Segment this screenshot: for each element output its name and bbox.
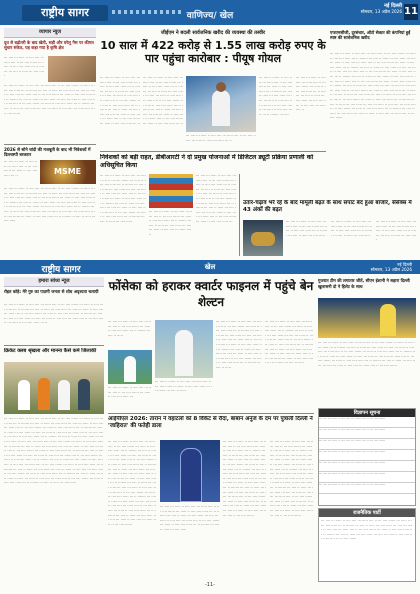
sports-story-col4: ··· ···· ··· ····· ·· ···· ···· ··· ····· ···· ·· ··· ···· ······ ··· ····· ·· ···· ···· ····· ··· ·· ······· ··· ···· ·· ····· ··· ···· ····· ··· ···· ··· ····· ·· ···· ···· ··· ····· ···· ·· ··· ···· ······ ··· ····· ·· ···· ···· ····· ··· ·· ······· ··· ···· ·· ····· ··· ···· ····· ··· ···· ··· ····· ·· ···· ···· ··· ····· ···· ·· ··· ···· ······ ··· ····· ·· ···· ···· ····· ··· ·· ······· ··· ···· ·· ····· xyxy=(265,320,313,366)
edition-city: नई दिल्ली xyxy=(384,3,402,9)
classified-row: ··· ···· ··· ····· ·· ···· ···· ··· ····· ···· ·· ··· ···· ······ xyxy=(319,472,415,483)
sports-edition-city: नई दिल्ली xyxy=(397,262,412,267)
left-story2-body: ··· ···· ··· ····· ·· ···· ···· ··· ····· ···· ·· ··· ···· ······ ··· ····· ·· ···· ···· ····· ··· ·· xyxy=(4,160,38,178)
ipl-headline: आईपीएल 2026: तारान ने वहाटलों को 8 विकेट से रौंदा, बाबान अनुज के दम पर पुत्राली दिल्ली ने 'जाहिरात' की फतेही डाला xyxy=(108,416,313,429)
left-story2-head: 2026 से सोने चांदी की मजबूती के बाद भी निवेशकों में दिलचस्पी बरकरार xyxy=(4,147,91,157)
ipl-divider xyxy=(108,413,314,414)
sports-headline: फोंसेका को हराकर क्वार्टर फाइनल में पहुंचे बेन शेल्टन xyxy=(108,279,314,309)
right-story-head: एफएमसीजी, दूरसंचार, ऑटो सेक्टर की कंपनियां हुईं स्पष्ट की सार्वजनिक खरीद xyxy=(330,30,411,40)
sports-left-story2-head: क्रिकेट क्लब श्रृंखला और मानना कैसे कमे जिलाकी xyxy=(4,348,97,354)
left-story1-body: ··· ···· ··· ····· ·· ···· ···· ··· ····· ···· ·· ··· ···· ······ ··· ····· ·· ···· ···· ····· ··· ·· ······· ··· ···· ·· ····· ··· ···· ····· xyxy=(4,56,44,79)
top-story-col4: ··· ···· ··· ····· ·· ···· ···· ··· ····· ···· ·· ··· ···· ······ ··· ····· ·· ···· ···· ····· ··· ·· ······· ··· ···· ·· ····· ··· ···· ····· ··· ···· ··· ····· ·· ···· ···· ··· ····· ···· ·· ··· ···· ······ ··· ····· ·· ···· ···· ····· ··· ·· ······· ··· ···· xyxy=(259,76,293,117)
digital-duty-col3: ··· ···· ··· ····· ·· ···· ···· ··· ····· ···· ·· ··· ···· ······ ··· ····· ·· ···· ···· ····· ··· ·· ······· ··· ···· ·· ····· ··· ···· ····· ··· ···· ··· ····· ·· ···· ···· ··· ····· ···· ·· ··· ···· ······ ··· ····· ·· ···· ···· ····· ··· ·· ······· ··· ···· ·· ····· ··· ···· ····· ··· ···· ··· ····· ·· ···· ···· ··· ····· ···· ·· ··· ···· ······ ··· ····· ·· ···· ···· ····· ··· xyxy=(196,174,236,224)
notice-body: ··· ···· ··· ····· ·· ···· ···· ··· ····· ···· ·· ··· ···· ······ ··· ····· ·· ···· ···· ····· ··· ·· ······· ··· ···· ·· ····· ··· ···· ····· ··· ···· ··· ····· ·· ···· ···· ··· ····· ···· ·· ··· ···· ······ ··· ····· ·· ···· ···· ····· ··· ·· ······· ··· ···· ·· ····· ··· ···· ····· ··· ···· ··· ····· ·· ···· ···· ··· ····· ···· ·· ··· ···· ······ xyxy=(321,519,413,542)
top-story-photo xyxy=(186,76,256,132)
left-story1-continued: ··· ···· ··· ····· ·· ···· ···· ··· ····· ···· ·· ··· ···· ······ ··· ····· ·· ···· ···· ····· ··· ·· ······· ··· ···· ·· ····· ··· ···· ····· ··· ···· ··· ····· ·· ···· ···· ··· ····· ···· ·· ··· ···· ······ ··· ····· ·· ···· ···· ····· ··· ·· ······· ··· ···· ·· ····· ··· ···· ····· ··· ···· ··· ····· ·· ···· ···· ··· ····· ···· ·· ··· ···· ······ ··· ····· ·· ···· ···· ····· ··· ·· ······· ··· ···· ·· ····· ··· ···· ····· ··· ···· ··· ····· ·· ···· ···· ··· ····· ···· ·· ··· ···· ······ xyxy=(4,84,96,116)
sports-left-story2-body: ··· ···· ··· ····· ·· ···· ···· ··· ····· ···· ·· ··· ···· ······ ··· ····· ·· ···· ···· ····· ··· ·· ······· ··· ···· ·· ····· ··· ···· ····· ··· ···· ··· ····· ·· ···· ···· ··· ····· ···· ·· ··· ···· ······ ··· ····· ·· ···· ···· ····· ··· ·· ······· ··· ···· ·· ····· ··· ···· ····· ··· ···· ··· ····· ·· ···· ···· ··· ····· ···· ·· ··· ···· ······ ··· ····· ·· ···· ···· ····· ··· ·· ······· ··· ···· ·· ····· ··· ···· ····· ··· ···· ··· ····· ·· ···· ···· ··· ····· ···· ·· ··· ···· ······ ··· ····· ·· ···· ···· ····· ··· ·· ······· ··· ···· ·· ····· ··· ···· ····· ··· ···· ··· ····· ·· ···· ···· ··· ····· ···· ·· ··· ···· ······ ··· ····· ·· ···· ···· ····· ··· ·· ······· ··· ···· ·· ····· ··· ···· ····· ··· ···· ··· ····· ·· ···· ···· ··· ····· ···· ·· ··· ···· ······ ··· ····· ·· ···· ···· ····· ··· ·· ······· ··· ···· ·· ····· ··· ···· ····· ··· ···· ··· ····· ·· ···· ···· ··· ····· ···· ·· ··· ···· ······ ··· ····· ·· ···· ···· ····· ··· ·· ······· ··· ···· ·· ····· ··· ···· ····· ··· ···· ··· ····· ·· ···· ···· ··· ····· ···· ·· ··· ···· ······ ··· ····· ·· ···· ···· ····· ··· ·· ······· ··· ···· ·· ····· ··· ···· ····· ··· ···· ··· ····· ·· ···· ···· ··· ····· ···· ·· ··· ···· ······ ··· ····· ·· ···· ···· ····· ··· ·· ······· ··· ···· ·· ····· ··· ···· ····· xyxy=(4,417,104,486)
top-headline: 10 साल में 422 करोड़ से 1.55 लाख करोड़ रुपए के पार पहुंचा कारोबार : पीयूष गोयल xyxy=(100,39,326,66)
ipl-col2: ··· ···· ··· ····· ·· ···· ···· ··· ····· ···· ·· ··· ···· ······ ··· ····· ·· ···· ···· ····· ··· ·· ······· ··· ···· ·· ····· ··· ···· ····· ··· ···· ··· ····· ·· ···· ···· ··· ····· ···· ·· ··· ···· ······ ··· ····· ·· ···· ···· ····· ··· ·· ······· ··· ···· ·· ····· ··· ···· ····· xyxy=(160,505,220,532)
top-story-col2: ··· ···· ··· ····· ·· ···· ···· ··· ····· ···· ·· ··· ···· ······ ··· ····· ·· ···· ···· ····· ··· ·· ······· ··· ···· ·· ····· ··· ···· ····· ··· ···· ··· ····· ·· ···· ···· ··· ····· ···· ·· ··· ···· ······ ··· ····· ·· ···· ···· ····· ··· ·· ······· ··· ···· ·· ····· ··· ···· ····· ··· ···· ··· ····· ·· ···· ···· ··· ····· ···· ·· ··· ···· ······ ··· ····· ·· ···· ···· ····· ··· ·· xyxy=(143,76,183,126)
left-label: व्यापार न्यूज xyxy=(4,28,96,38)
edition-date: सोमवार, 13 अप्रैल 2026 xyxy=(360,9,402,14)
msme-logo-text: MSME xyxy=(54,167,82,176)
digital-duty-col2: ··· ···· ··· ····· ·· ···· ···· ··· ····· ···· ·· ··· ···· ······ ··· ····· ·· ···· ···· ····· ··· ·· ······· ··· ···· ·· ····· ··· ···· ····· ··· ···· ··· ····· ·· ···· ···· ··· ····· ···· ·· xyxy=(149,210,193,237)
sports-edition xyxy=(360,262,412,273)
sports-right-body: ··· ···· ··· ····· ·· ···· ···· ··· ····· ···· ·· ··· ···· ······ ··· ····· ·· ···· ···· ····· ··· ·· ······· ··· ···· ·· ····· ··· ···· ····· ··· ···· ··· ····· ·· ···· ···· ··· ····· ···· ·· ··· ···· ······ ··· ····· ·· ···· ···· ····· ··· ·· ······· ··· ···· ·· ····· ··· ···· ····· ··· ···· ··· ····· ·· ···· ···· ··· ····· ···· ·· ··· ···· ······ ··· ····· ·· ···· ···· ····· ··· ·· ······· ··· ···· ·· ····· ··· ···· ····· ··· ···· ··· ····· ·· ···· ···· ··· ····· ···· ·· ··· ···· ······ xyxy=(318,341,416,368)
market-col2: ··· ···· ··· ····· ·· ···· ···· ··· ····· ···· ·· ··· ···· ······ ··· ····· ·· ···· ···· ····· ··· ·· ······· ··· ···· ·· ····· ··· ···· ····· xyxy=(331,220,373,238)
classified-row: ··· ···· ··· ····· ·· ···· ···· ··· ····· ···· ·· ··· ···· ······ xyxy=(319,450,415,461)
left-story1-photo xyxy=(48,56,96,82)
market-col3: ··· ···· ··· ····· ·· ···· ···· ··· ····· ···· ·· ··· ···· ······ ··· ····· ·· ···· ···· ····· ··· ·· ······· ··· ···· ·· ····· ··· ···· ····· xyxy=(376,220,416,243)
classified-row: ··· ···· ··· ····· ·· ···· ···· ··· ····· ···· ·· ··· ···· ······ xyxy=(319,483,415,494)
ipl-col1: ··· ···· ··· ····· ·· ···· ···· ··· ····· ···· ·· ··· ···· ······ ··· ····· ·· ···· ···· ····· ··· ·· ······· ··· ···· ·· ····· ··· ···· ····· ··· ···· ··· ····· ·· ···· ···· ··· ····· ···· ·· ··· ···· ······ ··· ····· ·· ···· ···· ····· ··· ·· ······· ··· ···· ·· ····· ··· ···· ····· ··· ···· ··· ····· ·· ···· ···· ··· ····· ···· ·· ··· ···· ······ ··· ····· ·· ···· ···· ····· ··· ·· ······· ··· ···· ·· ····· ··· ···· ····· ··· ···· ··· ····· ·· ···· ···· ··· ····· ···· ·· ··· ···· ······ ··· ····· ·· ···· ···· ····· ··· ·· ······· ··· ···· ·· ····· ··· ···· ····· ··· ···· ··· ····· ·· ···· ···· ··· ····· ···· ·· ··· ···· ······ ··· ····· ·· ···· ···· ····· ··· ·· ······· ··· ···· ·· ····· ··· ···· ····· ··· ···· ··· ····· ·· ···· ···· ··· ····· ···· ·· ··· ···· ······ xyxy=(108,440,156,527)
container-photo xyxy=(149,174,193,208)
sports-left-story1-body: ··· ···· ··· ····· ·· ···· ···· ··· ····· ···· ·· ··· ···· ······ ··· ····· ·· ···· ···· ····· ··· ·· ······· ··· ···· ·· ····· ··· ···· ····· ··· ···· ··· ····· ·· ···· ···· ··· ····· ···· ·· ··· ···· ······ ··· ····· ·· ···· ···· ····· ··· ·· ······· ··· ···· ·· ····· ··· ···· ····· ··· ···· ··· ····· ·· ···· ···· ··· ····· ···· ·· ··· ···· ······ ··· ····· ·· ···· ···· ····· ··· ·· xyxy=(4,303,104,326)
classified-box xyxy=(318,408,416,506)
group-figure-2 xyxy=(38,378,50,410)
speaker-head xyxy=(216,82,226,92)
player-figure xyxy=(175,330,193,376)
classified-row: ··· ···· ··· ····· ·· ···· ···· ··· ····· ···· ·· ··· ···· ······ xyxy=(319,439,415,450)
tennis-player xyxy=(124,356,136,382)
left-story1-head: दूध से बढ़ोतरी के बाद खेती, सड़ी और घरेलू गैस पर कीमत सुधार संकेत, यह कहा गया है कृषि क्षेत्र xyxy=(4,40,94,50)
top-divider xyxy=(100,151,326,152)
group-figure-4 xyxy=(78,379,90,410)
masthead-edition xyxy=(292,3,402,23)
digital-duty-col1: ··· ···· ··· ····· ·· ···· ···· ··· ····· ···· ·· ··· ···· ······ ··· ····· ·· ···· ···· ····· ··· ·· ······· ··· ···· ·· ····· ··· ···· ····· ··· ···· ··· ····· ·· ···· ···· ··· ····· ···· ·· ··· ···· ······ ··· ····· ·· ···· ···· ····· ··· ·· ······· ··· ···· ·· ····· ··· ···· ····· ··· ···· ··· ····· ·· ···· ···· ··· ····· ···· ·· ··· ···· ······ ··· ····· ·· ···· ···· ····· ··· ·· ······· ··· ···· ·· ····· ··· ···· ····· xyxy=(100,174,146,224)
masthead-title: राष्ट्रीय सागर xyxy=(22,5,108,21)
group-figure-3 xyxy=(58,380,70,410)
footer-page-label: -11- xyxy=(205,582,215,588)
top-story-col3: ··· ···· ··· ····· ·· ···· ···· ··· ····· ···· ·· ··· ···· ······ ··· ····· ·· ···· ···· ····· ··· ·· xyxy=(186,134,256,143)
bull-shape xyxy=(251,232,275,246)
top-kicker: जीईएम ने बदली सार्वजनिक खरीद की व्यवस्था की तस्वीर xyxy=(160,30,266,36)
sports-story-col2: ··· ···· ··· ····· ·· ···· ···· ··· ····· ···· ·· ··· ···· ······ ··· ····· ·· ···· ···· ····· ··· ·· ······· ··· ···· ·· ····· xyxy=(155,380,213,394)
page-number: 11 xyxy=(404,4,418,20)
sports-story-col3: ··· ···· ··· ····· ·· ···· ···· ··· ····· ···· ·· ··· ···· ······ ··· ····· ·· ···· ···· ····· ··· ·· ······· ··· ···· ·· ····· ··· ···· ····· ··· ···· ··· ····· ·· ···· ···· ··· ····· ···· ·· ··· ···· ······ ··· ····· ·· ···· ···· ····· ··· ·· ······· ··· ···· ·· ····· ··· ···· ····· ··· ···· ··· ····· ·· ···· ···· ··· ····· ···· ·· ··· ···· ······ ··· ····· ·· ···· ···· ····· ··· ·· ······· ··· ···· ·· ····· xyxy=(216,320,262,370)
section-title: वाणिज्य/ खेल xyxy=(186,11,234,21)
sports-left-story1-head: रोहत कोहे: मेरे गुरु का पाठमी जनता से शोध अदृश्यता चलायी xyxy=(4,289,99,294)
sports-story-col1b: ··· ···· ··· ····· ·· ···· ···· ··· ····· ···· ·· ··· ···· ······ ··· ····· ·· ···· ···· ····· ··· xyxy=(108,386,152,400)
digital-duty-headline: निवेशकों को बड़ी राहत, डीबीआरटी ने दो प्रमुख योजनाओं में डिजिटल ड्यूटी प्रक्रिया प्रणाली को अधिसूचित किया xyxy=(100,154,314,169)
sports-left-divider xyxy=(4,345,104,346)
top-story-col1: ··· ···· ··· ····· ·· ···· ···· ··· ····· ···· ·· ··· ···· ······ ··· ····· ·· ···· ···· ····· ··· ·· ······· ··· ···· ·· ····· ··· ···· ····· ··· ···· ··· ····· ·· ···· ···· ··· ····· ···· ·· ··· ···· ······ ··· ····· ·· ···· ···· ····· ··· ·· ······· ··· ···· ·· ····· ··· ···· ····· ··· ···· ··· ····· ·· ···· ···· ··· ····· ···· ·· ··· ···· ······ ··· ····· ·· ···· ···· ····· ··· ·· xyxy=(100,76,140,126)
left-story2-continued: ··· ···· ··· ····· ·· ···· ···· ··· ····· ···· ·· ··· ···· ······ ··· ····· ·· ···· ···· ····· ··· ·· ······· ··· ···· ·· ····· ··· ···· ····· ··· ···· ··· ····· ·· ···· ···· ··· ····· ···· ·· ··· ···· ······ ··· ····· ·· ···· ···· ····· ··· ·· ······· ··· ···· ·· ····· ··· ···· ····· ··· ···· ··· ····· ·· ···· ···· ··· ····· ···· ·· ··· ···· ······ ··· ····· ·· ···· ···· ····· ··· ·· ······· ··· ···· ·· ····· ··· ···· ····· ··· ···· ··· ····· ·· ···· ···· ··· ····· ···· ·· ··· ···· ······ ··· ····· ·· ···· ···· ····· ··· ·· ······· ··· ···· ·· ····· ··· ···· ····· xyxy=(4,187,96,224)
cricketer-figure xyxy=(380,304,396,336)
ipl-col3: ··· ···· ··· ····· ·· ···· ···· ··· ····· ···· ·· ··· ···· ······ ··· ····· ·· ···· ···· ····· ··· ·· ······· ··· ···· ·· ····· ··· ···· ····· ··· ···· ··· ····· ·· ···· ···· ··· ····· ···· ·· ··· ···· ······ ··· ····· ·· ···· ···· ····· ··· ·· ······· ··· ···· ·· ····· ··· ···· ····· ··· ···· ··· ····· ·· ···· ···· ··· ····· ···· ·· ··· ···· ······ ··· ····· ·· ···· ···· ····· ··· ·· ······· ··· ···· ·· ····· ··· ···· ····· ··· ···· ··· ····· ·· ···· ···· ··· ····· ···· ·· ··· ···· ······ ··· ····· ·· ···· ···· ····· ··· ·· ······· ··· ···· ·· ····· ··· ···· ····· ··· ···· ··· ····· ·· ···· ···· ··· ····· ···· ·· ··· ···· ······ xyxy=(223,440,267,518)
msme-logo xyxy=(40,160,96,184)
right-story-body: ··· ···· ··· ····· ·· ···· ···· ··· ····· ···· ·· ··· ···· ······ ··· ····· ·· ···· ···· ····· ··· ·· ······· ··· ···· ·· ····· ··· ···· ····· ··· ···· ··· ····· ·· ···· ···· ··· ····· ···· ·· ··· ···· ······ ··· ····· ·· ···· ···· ····· ··· ·· ······· ··· ···· ·· ····· ··· ···· ····· ··· ···· ··· ····· ·· ···· ···· ··· ····· ···· ·· ··· ···· ······ ··· ····· ·· ···· ···· ····· ··· ·· ······· ··· ···· ·· ····· ··· ···· ····· ··· ···· ··· ····· ·· ···· ···· ··· ····· ···· ·· ··· ···· ······ ··· ····· ·· ···· ···· ····· ··· ·· ······· ··· ···· ·· ····· ··· ···· ····· ··· ···· ··· ····· ·· ···· ···· ··· ····· ···· ·· ··· ···· ······ ··· ····· ·· ···· ···· ····· ··· ·· ······· ··· ···· ·· ····· ··· ···· ····· ··· ···· ··· ····· ·· ···· ···· ··· ····· ···· ·· ··· ···· ······ ··· ····· ·· ···· ···· ····· ··· ·· ······· ··· ···· ·· ····· ··· ···· ····· ··· ···· ··· ····· ·· ···· ···· ··· ····· ···· ·· ··· ···· ······ ··· ····· ·· ···· ···· ····· ··· ·· ······· ··· ···· ·· ····· ··· ···· ····· ··· ···· ··· ····· ·· ···· ···· ··· ····· ···· ·· ··· ···· ······ xyxy=(330,52,416,121)
classified-row: ··· ···· ··· ····· ·· ···· ···· ··· ····· ···· ·· ··· ···· ······ xyxy=(319,461,415,472)
tennis-photo xyxy=(108,350,152,384)
sports-section-title: खेल xyxy=(204,263,216,271)
sports-masthead-title: राष्ट्रीय सागर xyxy=(41,265,81,275)
sports-right-photo xyxy=(318,298,416,338)
left-divider xyxy=(4,144,96,145)
classified-row: ··· ···· ··· ····· ·· ···· ···· ··· ····· ···· ·· ··· ···· ······ xyxy=(319,428,415,439)
classified-title: विज्ञापन सूचना xyxy=(319,409,415,417)
group-figure-1 xyxy=(18,380,30,410)
market-headline: उतार-चढ़ाव भरे रहे के बाद मामूली बढ़त के साथ सपाट बंद हुआ बाजार, सेंसेक्स में 43 अंकों की बढ़त xyxy=(243,200,412,213)
ipl-player-figure xyxy=(180,448,202,502)
sports-edition-date: सोमवार, 13 अप्रैल 2026 xyxy=(370,267,412,272)
player-photo xyxy=(155,320,213,378)
notice-title: राजनैतिक पार्टी xyxy=(319,509,415,517)
market-photo xyxy=(243,220,283,256)
market-col1: ··· ···· ··· ····· ·· ···· ···· ··· ····· ···· ·· ··· ···· ······ ··· ····· ·· ···· ···· ····· ··· ·· ······· ··· ···· ·· ····· ··· ···· ····· xyxy=(286,220,328,238)
ipl-photo xyxy=(160,440,220,502)
notice-box xyxy=(318,508,416,582)
ipl-col4: ··· ···· ··· ····· ·· ···· ···· ··· ····· ···· ·· ··· ···· ······ ··· ····· ·· ···· ···· ····· ··· ·· ······· ··· ···· ·· ····· ··· ···· ····· ··· ···· ··· ····· ·· ···· ···· ··· ····· ···· ·· ··· ···· ······ ··· ····· ·· ···· ···· ····· ··· ·· ······· ··· ···· ·· ····· ··· ···· ····· ··· ···· ··· ····· ·· ···· ···· ··· ····· ···· ·· ··· ···· ······ ··· ····· ·· ···· ···· ····· ··· ·· ······· ··· ···· ·· ····· ··· ···· ····· ··· ···· ··· ····· ·· ···· ···· ··· ····· ···· ·· ··· ···· ······ ··· ····· ·· ···· ···· ····· ··· ·· ······· ··· ···· ·· ····· ··· ···· ····· ··· ···· ··· ····· ·· ···· ···· ··· ····· ···· ·· ··· ···· ······ xyxy=(270,440,314,518)
speaker-figure xyxy=(212,90,230,126)
classified-row: ··· ···· ··· ····· ·· ···· ···· ··· ····· ···· ·· ··· ···· ······ xyxy=(319,417,415,428)
sports-left-photo xyxy=(4,362,104,414)
sports-left-label: हमारा सांध्य न्यूज xyxy=(4,277,104,287)
top-story-col5: ··· ···· ··· ····· ·· ···· ···· ··· ····· ···· ·· ··· ···· ······ ··· ····· ·· ···· ···· ····· ··· ·· ······· ··· ···· ·· ····· ··· ···· ····· ··· ···· ··· ····· ·· ···· ···· ··· ····· ···· ·· xyxy=(296,76,326,113)
market-divider xyxy=(239,174,240,256)
sports-story-col1: ··· ···· ··· ····· ·· ···· ···· ··· ····· ···· ·· ··· ···· ······ ··· ····· ·· ···· ···· ····· ··· ·· ······· ··· ···· ·· ····· xyxy=(108,320,152,338)
sports-right-head: गुजरात टीम की लगातार जीतें, सीएन ईशानी ने सहारा दिल्ली खुलासनी दो ने हिलेट के साथ xyxy=(318,278,410,289)
